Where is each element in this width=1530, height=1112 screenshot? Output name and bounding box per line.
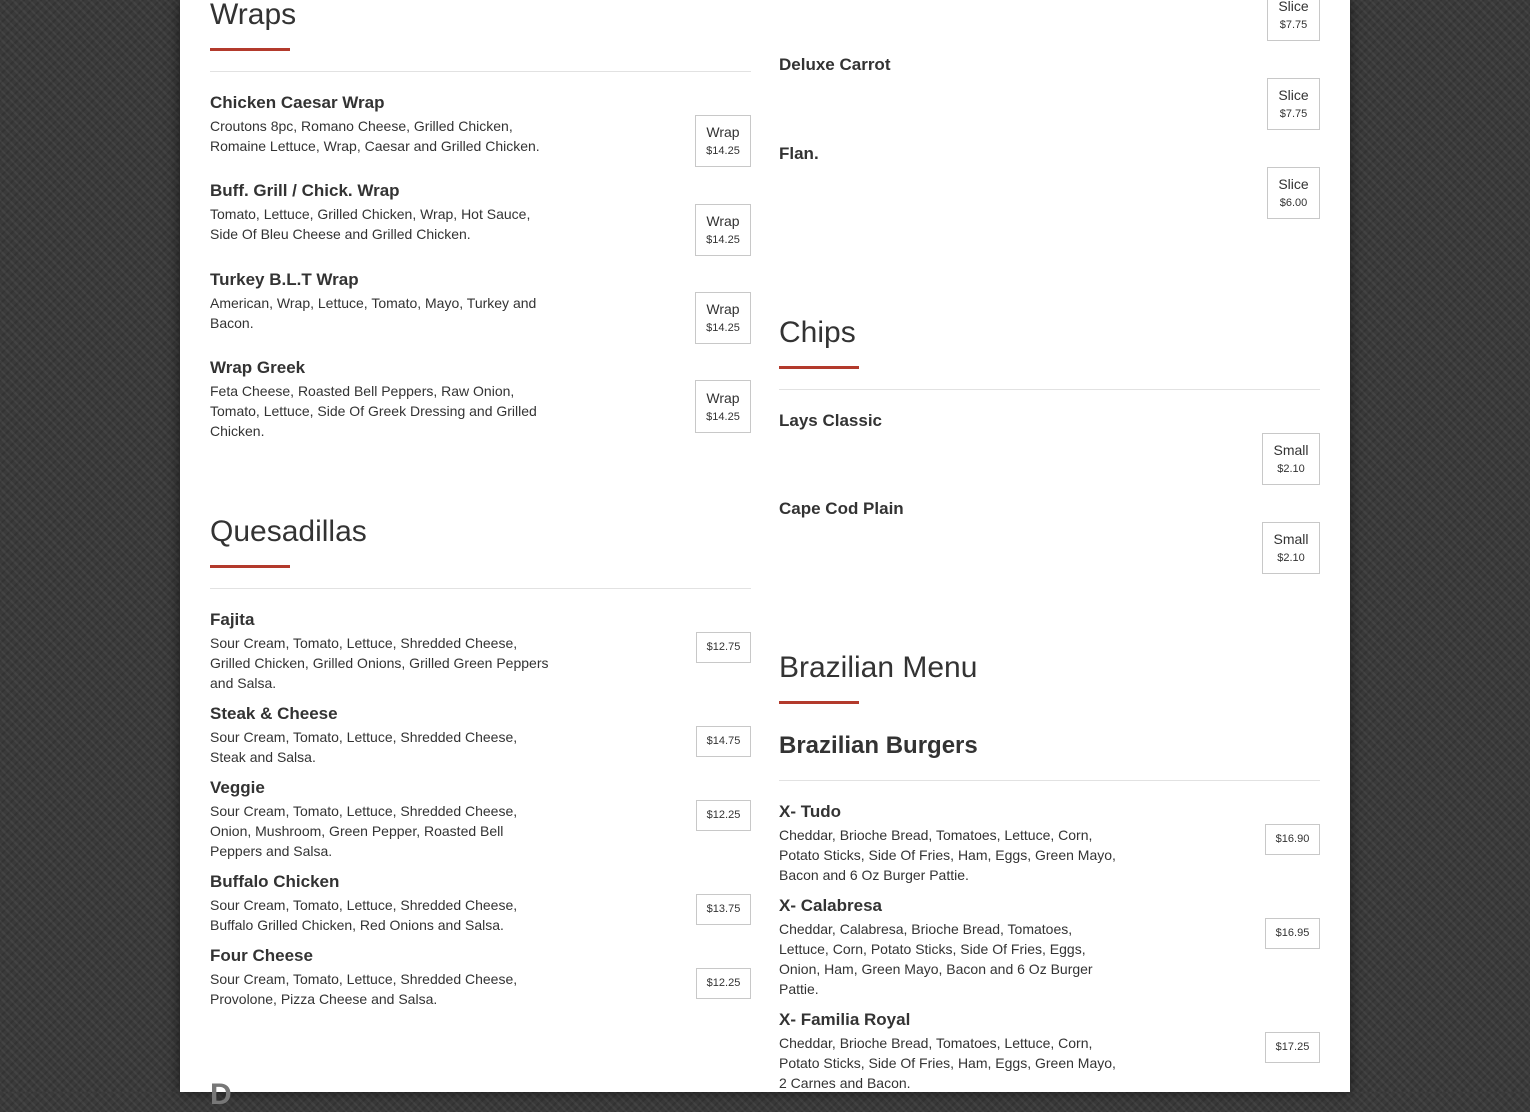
price-option-button[interactable] [1267, 167, 1320, 219]
menu-item-name: X- Familia Royal [779, 1010, 911, 1029]
menu-item-name: Four Cheese [210, 946, 313, 965]
price-value: $14.25 [706, 145, 740, 157]
price-size-label: Wrap [706, 213, 740, 229]
menu-item-name: Chicken Caesar Wrap [210, 93, 385, 112]
menu-item-name: Buff. Grill / Chick. Wrap [210, 181, 400, 200]
section-accent-bar [210, 48, 290, 51]
price-value: $14.25 [706, 410, 740, 423]
menu-item-description: Sour Cream, Tomato, Lettuce, Shredded Cheese, Onion, Mushroom, Green Pepper, Roasted Bell Peppers and Salsa. [210, 803, 518, 859]
price-option-button[interactable] [696, 632, 751, 663]
price-value: $14.75 [706, 735, 741, 747]
section-divider [210, 588, 751, 589]
price-option-button[interactable] [1267, 0, 1320, 41]
price-option-button[interactable] [695, 380, 751, 433]
price-value: $14.25 [706, 322, 740, 334]
menu-item-description: Sour Cream, Tomato, Lettuce, Shredded Cheese, Grilled Chicken, Grilled Onions, Grilled Green Peppers and Salsa. [210, 635, 549, 691]
menu-item-name: Lays Classic [779, 411, 883, 430]
menu-item-description: Cheddar, Brioche Bread, Tomatoes, Lettuce, Corn, Potato Sticks, Side Of Fries, Ham, Eggs, Green Mayo, Bacon and 6 Oz Burger Pattie. [779, 827, 1116, 883]
menu-item-description: American, Wrap, Lettuce, Tomato, Mayo, Turkey and Bacon. [210, 295, 537, 331]
price-option-button[interactable] [1262, 433, 1320, 485]
menu-item-description: Cheddar, Brioche Bread, Tomatoes, Lettuce, Corn, Potato Sticks, Side Of Fries, Ham, Eggs, Green Mayo, 2 Carnes and Bacon. [779, 1035, 1116, 1091]
price-option-button[interactable] [1265, 918, 1320, 949]
price-option-button[interactable] [696, 800, 751, 831]
section-accent-bar [779, 701, 859, 704]
price-size-label: Small [1273, 531, 1309, 547]
menu-item-description: Sour Cream, Tomato, Lettuce, Shredded Cheese, Buffalo Grilled Chicken, Red Onions and Salsa. [210, 897, 518, 933]
menu-item-name: Flan. [779, 144, 819, 163]
price-option-button[interactable] [1267, 78, 1320, 130]
price-option-button[interactable] [696, 968, 751, 999]
price-size-label: Wrap [706, 124, 740, 140]
price-value: $16.95 [1275, 927, 1310, 939]
price-value: $12.75 [706, 641, 741, 653]
menu-item-name: Wrap Greek [210, 358, 306, 377]
section-title-partial: D [210, 1078, 232, 1111]
price-value: $7.75 [1279, 18, 1308, 31]
section-divider [210, 71, 751, 72]
section-accent-bar [210, 565, 290, 568]
price-value: $17.25 [1275, 1041, 1310, 1053]
menu-item-name: Veggie [210, 778, 265, 797]
menu-item-description: Sour Cream, Tomato, Lettuce, Shredded Cheese, Steak and Salsa. [210, 729, 518, 765]
price-value: $13.75 [706, 903, 741, 915]
menu-item-name: Fajita [210, 610, 255, 629]
price-size-label: Slice [1278, 176, 1309, 192]
menu-item-description: Tomato, Lettuce, Grilled Chicken, Wrap, Hot Sauce, Side Of Bleu Cheese and Grilled Chicken. [210, 206, 531, 242]
section-divider [779, 780, 1320, 781]
menu-panel [180, 0, 1350, 1111]
price-option-button[interactable] [695, 204, 751, 256]
price-size-label: Wrap [706, 301, 740, 317]
menu-item-name: Cape Cod Plain [779, 499, 904, 518]
price-value: $12.25 [706, 809, 741, 821]
menu-item-description: Cheddar, Calabresa, Brioche Bread, Tomatoes, Lettuce, Corn, Potato Sticks, Side Of Fries, Eggs, Onion, Ham, Green Mayo, Bacon and 6 Oz Burger Pattie. [779, 921, 1093, 997]
price-size-label: Slice [1278, 0, 1309, 14]
price-option-button[interactable] [695, 115, 751, 167]
price-option-button[interactable] [1265, 824, 1320, 855]
price-value: $6.00 [1279, 197, 1308, 209]
price-option-button[interactable] [1265, 1032, 1320, 1063]
section-title-wraps: Wraps [210, 0, 297, 31]
menu-item-description: Sour Cream, Tomato, Lettuce, Shredded Cheese, Provolone, Pizza Cheese and Salsa. [210, 971, 518, 1007]
price-size-label: Slice [1278, 87, 1309, 103]
section-title-quesadillas: Quesadillas [210, 515, 367, 548]
price-value: $14.25 [706, 234, 740, 246]
price-option-button[interactable] [696, 894, 751, 925]
price-size-label: Small [1273, 442, 1309, 458]
price-value: $16.90 [1275, 833, 1310, 845]
menu-item-name: X- Tudo [779, 802, 841, 821]
menu-item-name: Deluxe Carrot [779, 55, 891, 74]
menu-item-name: Steak & Cheese [210, 704, 338, 723]
price-value: $2.10 [1277, 552, 1305, 564]
price-option-button[interactable] [696, 726, 751, 757]
section-title-brazilian-menu: Brazilian Menu [779, 651, 978, 684]
section-title-chips: Chips [779, 316, 856, 349]
price-value: $7.75 [1279, 108, 1308, 120]
price-option-button[interactable] [1262, 522, 1320, 574]
subsection-title-brazilian-burgers: Brazilian Burgers [779, 732, 978, 759]
price-value: $12.25 [706, 977, 741, 989]
menu-item-description: Feta Cheese, Roasted Bell Peppers, Raw Onion, Tomato, Lettuce, Side Of Greek Dressing and Grilled Chicken. [210, 383, 537, 439]
price-option-button[interactable] [695, 292, 751, 344]
section-divider [779, 389, 1320, 390]
price-size-label: Wrap [706, 389, 740, 406]
price-value: $2.10 [1277, 463, 1305, 475]
section-accent-bar [779, 366, 859, 369]
menu-item-name: Turkey B.L.T Wrap [210, 270, 359, 289]
menu-item-name: X- Calabresa [779, 896, 882, 915]
menu-item-description: Croutons 8pc, Romano Cheese, Grilled Chicken, Romaine Lettuce, Wrap, Caesar and Grilled Chicken. [210, 118, 540, 154]
menu-item-name: Buffalo Chicken [210, 872, 340, 891]
